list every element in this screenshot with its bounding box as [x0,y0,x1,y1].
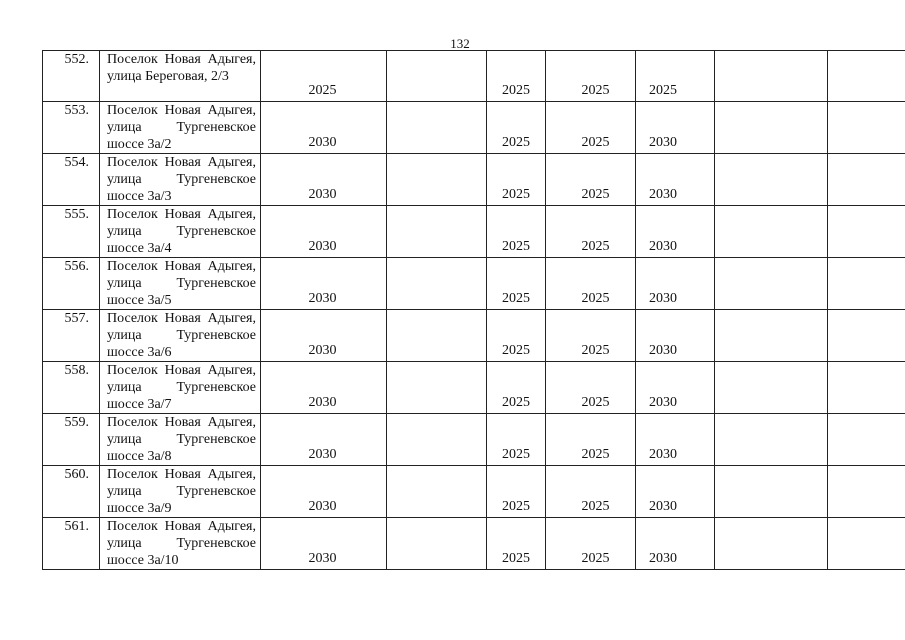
address-cell [100,414,261,466]
year-cell-3 [546,414,636,466]
year-cell-1 [261,362,387,414]
empty-cell [828,102,905,154]
address-text: Поселок Новая Адыгея, улица Тургеневское шоссе 3а/5 [107,259,256,308]
row-number-cell [43,466,100,518]
year-value-4: 2030 [649,343,677,358]
year-value-2: 2025 [502,187,530,202]
empty-cell [828,258,905,310]
empty-cell [715,206,828,258]
year-cell-1 [261,51,387,102]
empty-cell [387,154,487,206]
year-cell-3 [546,466,636,518]
empty-cell [387,310,487,362]
year-value-3: 2025 [581,551,610,566]
address-cell [100,518,261,570]
empty-cell [828,414,905,466]
table-row [43,466,905,518]
year-value-2: 2025 [502,551,530,566]
year-cell-2 [487,258,546,310]
table-body [43,51,905,570]
address-text: Поселок Новая Адыгея, улица Тургеневское шоссе 3а/7 [107,363,256,412]
empty-cell [387,362,487,414]
year-value-1: 2030 [308,395,337,410]
year-cell-4 [636,310,715,362]
empty-cell [828,310,905,362]
empty-cell [828,466,905,518]
year-value-3: 2025 [581,447,610,462]
row-number: 557. [64,311,89,326]
year-value-3: 2025 [581,499,610,514]
empty-cell [387,518,487,570]
row-number: 560. [64,467,89,482]
year-cell-1 [261,206,387,258]
empty-cell [715,154,828,206]
data-table [42,50,905,570]
year-value-1: 2030 [308,551,337,566]
empty-cell [828,154,905,206]
year-cell-4 [636,518,715,570]
year-cell-4 [636,206,715,258]
address-text: Поселок Новая Адыгея, улица Тургеневское шоссе 3а/8 [107,415,256,464]
year-cell-2 [487,518,546,570]
row-number: 552. [64,52,89,67]
year-value-2: 2025 [502,291,530,306]
table-row [43,518,905,570]
table-row [43,258,905,310]
year-cell-3 [546,154,636,206]
row-number: 558. [64,363,89,378]
empty-cell [387,206,487,258]
year-cell-4 [636,258,715,310]
year-cell-1 [261,414,387,466]
year-value-3: 2025 [581,239,610,254]
row-number: 561. [64,519,89,534]
address-cell [100,51,261,102]
row-number-cell [43,154,100,206]
address-cell [100,310,261,362]
year-value-1: 2030 [308,343,337,358]
row-number: 555. [64,207,89,222]
year-value-3: 2025 [581,395,610,410]
year-cell-1 [261,102,387,154]
address-cell [100,466,261,518]
year-value-2: 2025 [502,343,530,358]
table-row [43,102,905,154]
empty-cell [828,206,905,258]
year-cell-2 [487,51,546,102]
year-value-1: 2030 [308,499,337,514]
year-value-4: 2030 [649,239,677,254]
page-number: 132 [450,36,470,51]
address-cell [100,362,261,414]
empty-cell [828,518,905,570]
empty-cell [715,466,828,518]
table-row [43,414,905,466]
year-cell-3 [546,206,636,258]
empty-cell [715,414,828,466]
year-value-4: 2030 [649,135,677,150]
year-value-4: 2030 [649,395,677,410]
year-value-2: 2025 [502,499,530,514]
table-row [43,206,905,258]
row-number: 554. [64,155,89,170]
year-value-3: 2025 [581,343,610,358]
year-cell-4 [636,466,715,518]
year-cell-1 [261,466,387,518]
table-row [43,310,905,362]
address-cell [100,258,261,310]
year-value-1: 2030 [308,187,337,202]
year-cell-2 [487,466,546,518]
year-value-2: 2025 [502,135,530,150]
empty-cell [387,466,487,518]
year-value-4: 2030 [649,499,677,514]
address-text: Поселок Новая Адыгея, улица Береговая, 2/3 [107,52,256,84]
year-cell-3 [546,102,636,154]
row-number-cell [43,362,100,414]
address-text: Поселок Новая Адыгея, улица Тургеневское шоссе 3а/9 [107,467,256,516]
year-value-4: 2030 [649,447,677,462]
year-value-1: 2025 [308,83,337,98]
address-text: Поселок Новая Адыгея, улица Тургеневское шоссе 3а/10 [107,519,256,568]
year-value-4: 2030 [649,187,677,202]
year-cell-2 [487,102,546,154]
year-value-1: 2030 [308,135,337,150]
empty-cell [387,51,487,102]
row-number: 556. [64,259,89,274]
year-value-3: 2025 [581,187,610,202]
year-cell-2 [487,206,546,258]
empty-cell [715,51,828,102]
table-row [43,154,905,206]
year-cell-4 [636,362,715,414]
year-value-1: 2030 [308,447,337,462]
row-number-cell [43,310,100,362]
year-cell-4 [636,51,715,102]
year-value-1: 2030 [308,291,337,306]
address-text: Поселок Новая Адыгея, улица Тургеневское шоссе 3а/3 [107,155,256,204]
year-cell-1 [261,258,387,310]
address-cell [100,206,261,258]
year-cell-3 [546,51,636,102]
year-cell-3 [546,362,636,414]
row-number-cell [43,51,100,102]
row-number-cell [43,258,100,310]
year-cell-2 [487,414,546,466]
year-cell-4 [636,102,715,154]
empty-cell [715,518,828,570]
year-cell-2 [487,154,546,206]
empty-cell [715,362,828,414]
year-cell-3 [546,310,636,362]
row-number: 559. [64,415,89,430]
table-row [43,51,905,102]
row-number-cell [43,102,100,154]
empty-cell [387,102,487,154]
year-value-2: 2025 [502,395,530,410]
row-number: 553. [64,103,89,118]
empty-cell [715,102,828,154]
year-cell-1 [261,154,387,206]
address-text: Поселок Новая Адыгея, улица Тургеневское шоссе 3а/2 [107,103,256,152]
year-cell-3 [546,258,636,310]
empty-cell [387,414,487,466]
year-value-3: 2025 [581,135,610,150]
year-value-2: 2025 [502,447,530,462]
year-value-2: 2025 [502,239,530,254]
empty-cell [715,258,828,310]
year-cell-2 [487,310,546,362]
empty-cell [387,258,487,310]
row-number-cell [43,518,100,570]
year-cell-4 [636,154,715,206]
year-value-1: 2030 [308,239,337,254]
row-number-cell [43,206,100,258]
year-cell-2 [487,362,546,414]
year-value-4: 2030 [649,291,677,306]
row-number-cell [43,414,100,466]
address-cell [100,102,261,154]
year-cell-4 [636,414,715,466]
year-cell-1 [261,518,387,570]
year-value-3: 2025 [581,83,610,98]
address-text: Поселок Новая Адыгея, улица Тургеневское шоссе 3а/6 [107,311,256,360]
year-value-4: 2030 [649,551,677,566]
address-text: Поселок Новая Адыгея, улица Тургеневское шоссе 3а/4 [107,207,256,256]
empty-cell [828,362,905,414]
year-value-4: 2025 [649,83,677,98]
table-row [43,362,905,414]
year-cell-3 [546,518,636,570]
address-cell [100,154,261,206]
year-value-2: 2025 [502,83,530,98]
year-value-3: 2025 [581,291,610,306]
empty-cell [715,310,828,362]
year-cell-1 [261,310,387,362]
empty-cell [828,51,905,102]
